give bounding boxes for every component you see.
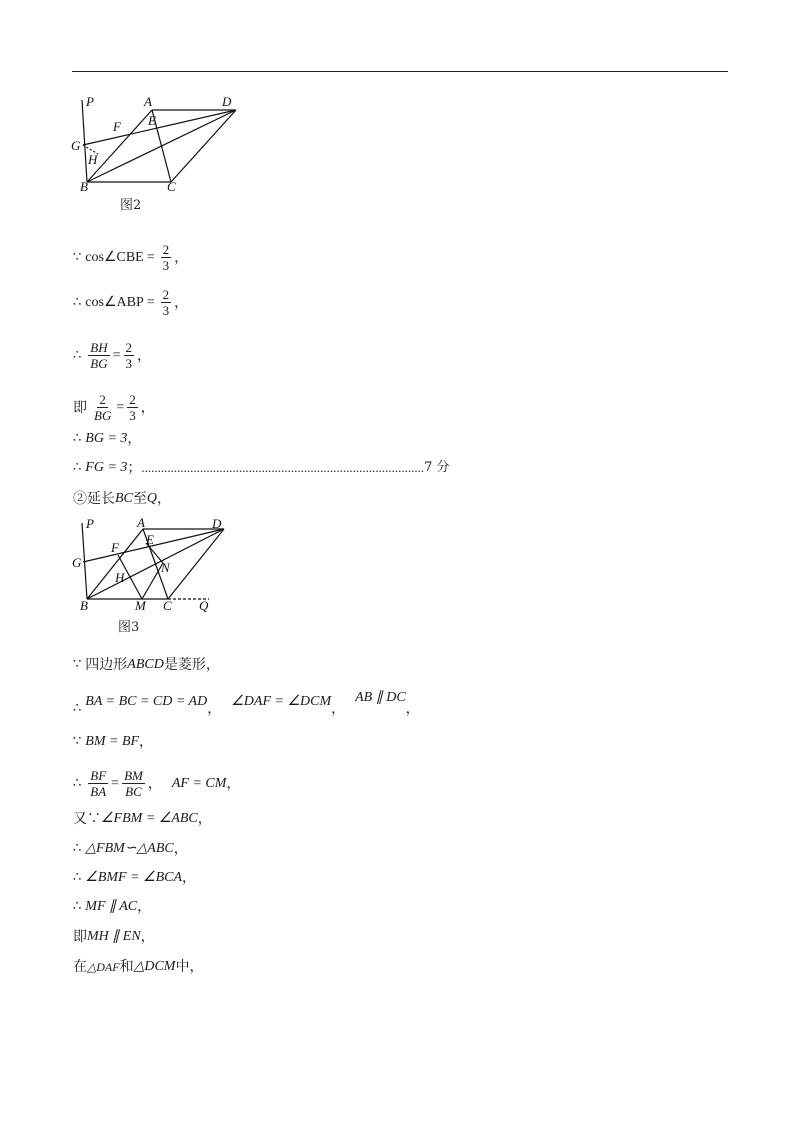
prefix: 即 bbox=[73, 399, 87, 416]
fraction-left bbox=[92, 392, 113, 423]
line-mf-ac bbox=[73, 898, 151, 916]
fraction-right bbox=[127, 392, 138, 423]
label-n: N bbox=[161, 560, 170, 575]
equation: MF ∥ AC bbox=[85, 899, 138, 914]
denominator: 3 bbox=[125, 356, 133, 371]
label-m: M bbox=[135, 598, 146, 613]
therefore-symbol: ∴ bbox=[73, 460, 82, 475]
header-rule bbox=[72, 71, 728, 72]
line-extend-bc bbox=[73, 490, 171, 508]
numerator: 2 bbox=[99, 392, 106, 407]
label-f: F bbox=[111, 540, 119, 555]
triangle: △DAF bbox=[87, 960, 120, 974]
therefore-symbol: ∴ bbox=[73, 431, 82, 446]
fraction-left bbox=[88, 340, 109, 371]
prefix: 在 bbox=[73, 959, 87, 975]
label-p: P bbox=[86, 94, 94, 109]
line-ratio bbox=[73, 768, 240, 799]
denominator: BG bbox=[90, 356, 108, 371]
leader-dots: ....................................................................................... bbox=[141, 460, 425, 475]
numerator: BF bbox=[90, 768, 107, 783]
punct: ， bbox=[147, 775, 162, 792]
lhs: cos∠ABP bbox=[85, 294, 144, 310]
fraction-right bbox=[122, 768, 145, 799]
line-sides-equal bbox=[73, 686, 420, 718]
because-symbol: ∵ bbox=[73, 657, 82, 672]
line-triangles bbox=[73, 958, 203, 976]
punct: ， bbox=[140, 929, 155, 945]
label-b: B bbox=[80, 598, 88, 613]
line-2-bg bbox=[73, 392, 155, 423]
therefore-symbol: ∴ bbox=[73, 347, 82, 363]
therefore-symbol: ∴ bbox=[73, 294, 82, 310]
denominator: 3 bbox=[129, 408, 136, 423]
denominator: BC bbox=[125, 784, 142, 799]
punct: ， bbox=[157, 491, 172, 507]
label-e: E bbox=[146, 532, 154, 547]
figure-3 bbox=[68, 515, 233, 615]
therefore-symbol: ∴ bbox=[73, 870, 82, 885]
equation: ∠BMF = ∠BCA bbox=[85, 870, 183, 885]
equation: BM = BF bbox=[85, 734, 140, 749]
punct: ， bbox=[226, 775, 241, 792]
variable: Q bbox=[146, 491, 158, 506]
text: ②延长 bbox=[73, 491, 115, 507]
line-bp bbox=[82, 100, 87, 182]
therefore-symbol: ∴ bbox=[73, 701, 82, 716]
fraction-right bbox=[124, 340, 135, 371]
variable: ABCD bbox=[127, 657, 164, 672]
triangle: △DCM bbox=[133, 959, 176, 974]
equals: = bbox=[111, 775, 120, 791]
line-angle-bmf bbox=[73, 869, 196, 887]
figure-3-caption: 图3 bbox=[118, 620, 140, 635]
prefix: 又∵ bbox=[73, 811, 101, 827]
equals: = bbox=[146, 249, 155, 265]
punct: ， bbox=[207, 701, 222, 717]
label-d: D bbox=[222, 94, 232, 109]
punct: ， bbox=[137, 899, 152, 915]
numerator: BM bbox=[124, 768, 143, 783]
punct: ， bbox=[127, 431, 142, 447]
denominator: 3 bbox=[162, 303, 170, 318]
punct: ， bbox=[182, 870, 197, 886]
label-g: G bbox=[71, 138, 81, 153]
equation: BA = BC = CD = AD bbox=[85, 694, 208, 709]
line-mh-en bbox=[73, 928, 155, 946]
score: 7 分 bbox=[424, 460, 450, 475]
equation: MH ∥ EN bbox=[87, 929, 141, 944]
punct: 中， bbox=[175, 959, 204, 975]
punct: ， bbox=[139, 734, 154, 750]
label-b: B bbox=[80, 179, 88, 192]
label-e: E bbox=[148, 113, 156, 128]
punct: ， bbox=[174, 294, 189, 311]
because-symbol: ∵ bbox=[73, 734, 82, 749]
label-p: P bbox=[86, 516, 94, 531]
therefore-symbol: ∴ bbox=[73, 841, 82, 856]
punct: ， bbox=[331, 701, 346, 717]
label-c: C bbox=[163, 598, 172, 613]
therefore-symbol: ∴ bbox=[73, 899, 82, 914]
line-angle-fbm bbox=[73, 810, 212, 828]
numerator: 2 bbox=[125, 340, 133, 355]
label-h: H bbox=[115, 570, 125, 585]
text: 至 bbox=[132, 491, 147, 507]
punct: ， bbox=[137, 347, 152, 364]
equation: AF = CM bbox=[171, 775, 227, 791]
numerator: BH bbox=[90, 340, 108, 355]
punct: ， bbox=[140, 399, 155, 416]
line-mn bbox=[142, 563, 163, 599]
equals: = bbox=[112, 347, 121, 363]
text: 四边形 bbox=[85, 657, 128, 673]
line-dc bbox=[171, 110, 236, 182]
line-bg-3 bbox=[73, 430, 141, 448]
line-bm-bf bbox=[73, 733, 153, 751]
line-fg-3 bbox=[73, 459, 450, 477]
fraction bbox=[161, 242, 172, 273]
denominator: BA bbox=[90, 784, 107, 799]
label-c: C bbox=[167, 179, 176, 192]
denominator: 3 bbox=[162, 258, 170, 273]
line-rhombus bbox=[73, 656, 220, 674]
equation: AB ∥ DC bbox=[355, 690, 406, 705]
fraction-left bbox=[88, 768, 108, 799]
figure-3-diagram bbox=[68, 515, 233, 615]
label-a: A bbox=[144, 94, 152, 109]
label-a: A bbox=[137, 515, 145, 530]
equation: ∠DAF = ∠DCM bbox=[231, 694, 332, 709]
prefix: 即 bbox=[73, 929, 87, 945]
punct: ， bbox=[173, 841, 188, 857]
text: 和 bbox=[119, 959, 134, 975]
variable: BC bbox=[115, 491, 133, 506]
punct: ， bbox=[197, 811, 212, 827]
line-bh-bg bbox=[73, 340, 151, 371]
line-similar bbox=[73, 840, 188, 858]
punct: ， bbox=[174, 249, 189, 266]
equals: = bbox=[146, 294, 155, 310]
numerator: 2 bbox=[129, 392, 136, 407]
label-q: Q bbox=[199, 598, 209, 613]
punct: ， bbox=[405, 701, 420, 717]
line-dc bbox=[168, 529, 224, 599]
figure-2 bbox=[68, 92, 248, 192]
label-f: F bbox=[113, 119, 121, 134]
text: 是菱形， bbox=[163, 657, 220, 673]
lhs: cos∠CBE bbox=[85, 249, 144, 265]
line-cos-cbe bbox=[73, 242, 188, 273]
because-symbol: ∵ bbox=[73, 249, 82, 265]
denominator: BG bbox=[94, 408, 112, 423]
therefore-symbol: ∴ bbox=[73, 775, 82, 791]
punct: ； bbox=[127, 460, 142, 476]
label-h: H bbox=[88, 152, 98, 167]
equation: BG = 3 bbox=[85, 431, 128, 446]
equation: ∠FBM = ∠ABC bbox=[101, 811, 198, 826]
equals: = bbox=[116, 399, 125, 415]
figure-2-diagram bbox=[68, 92, 248, 192]
equation: FG = 3 bbox=[85, 460, 128, 475]
numerator: 2 bbox=[162, 287, 170, 302]
figure-2-caption: 图2 bbox=[120, 198, 142, 213]
fraction bbox=[161, 287, 172, 318]
label-g: G bbox=[72, 555, 82, 570]
numerator: 2 bbox=[162, 242, 170, 257]
line-cos-abp bbox=[73, 287, 188, 318]
equation: △FBM∽△ABC bbox=[85, 841, 174, 856]
label-d: D bbox=[212, 516, 222, 531]
